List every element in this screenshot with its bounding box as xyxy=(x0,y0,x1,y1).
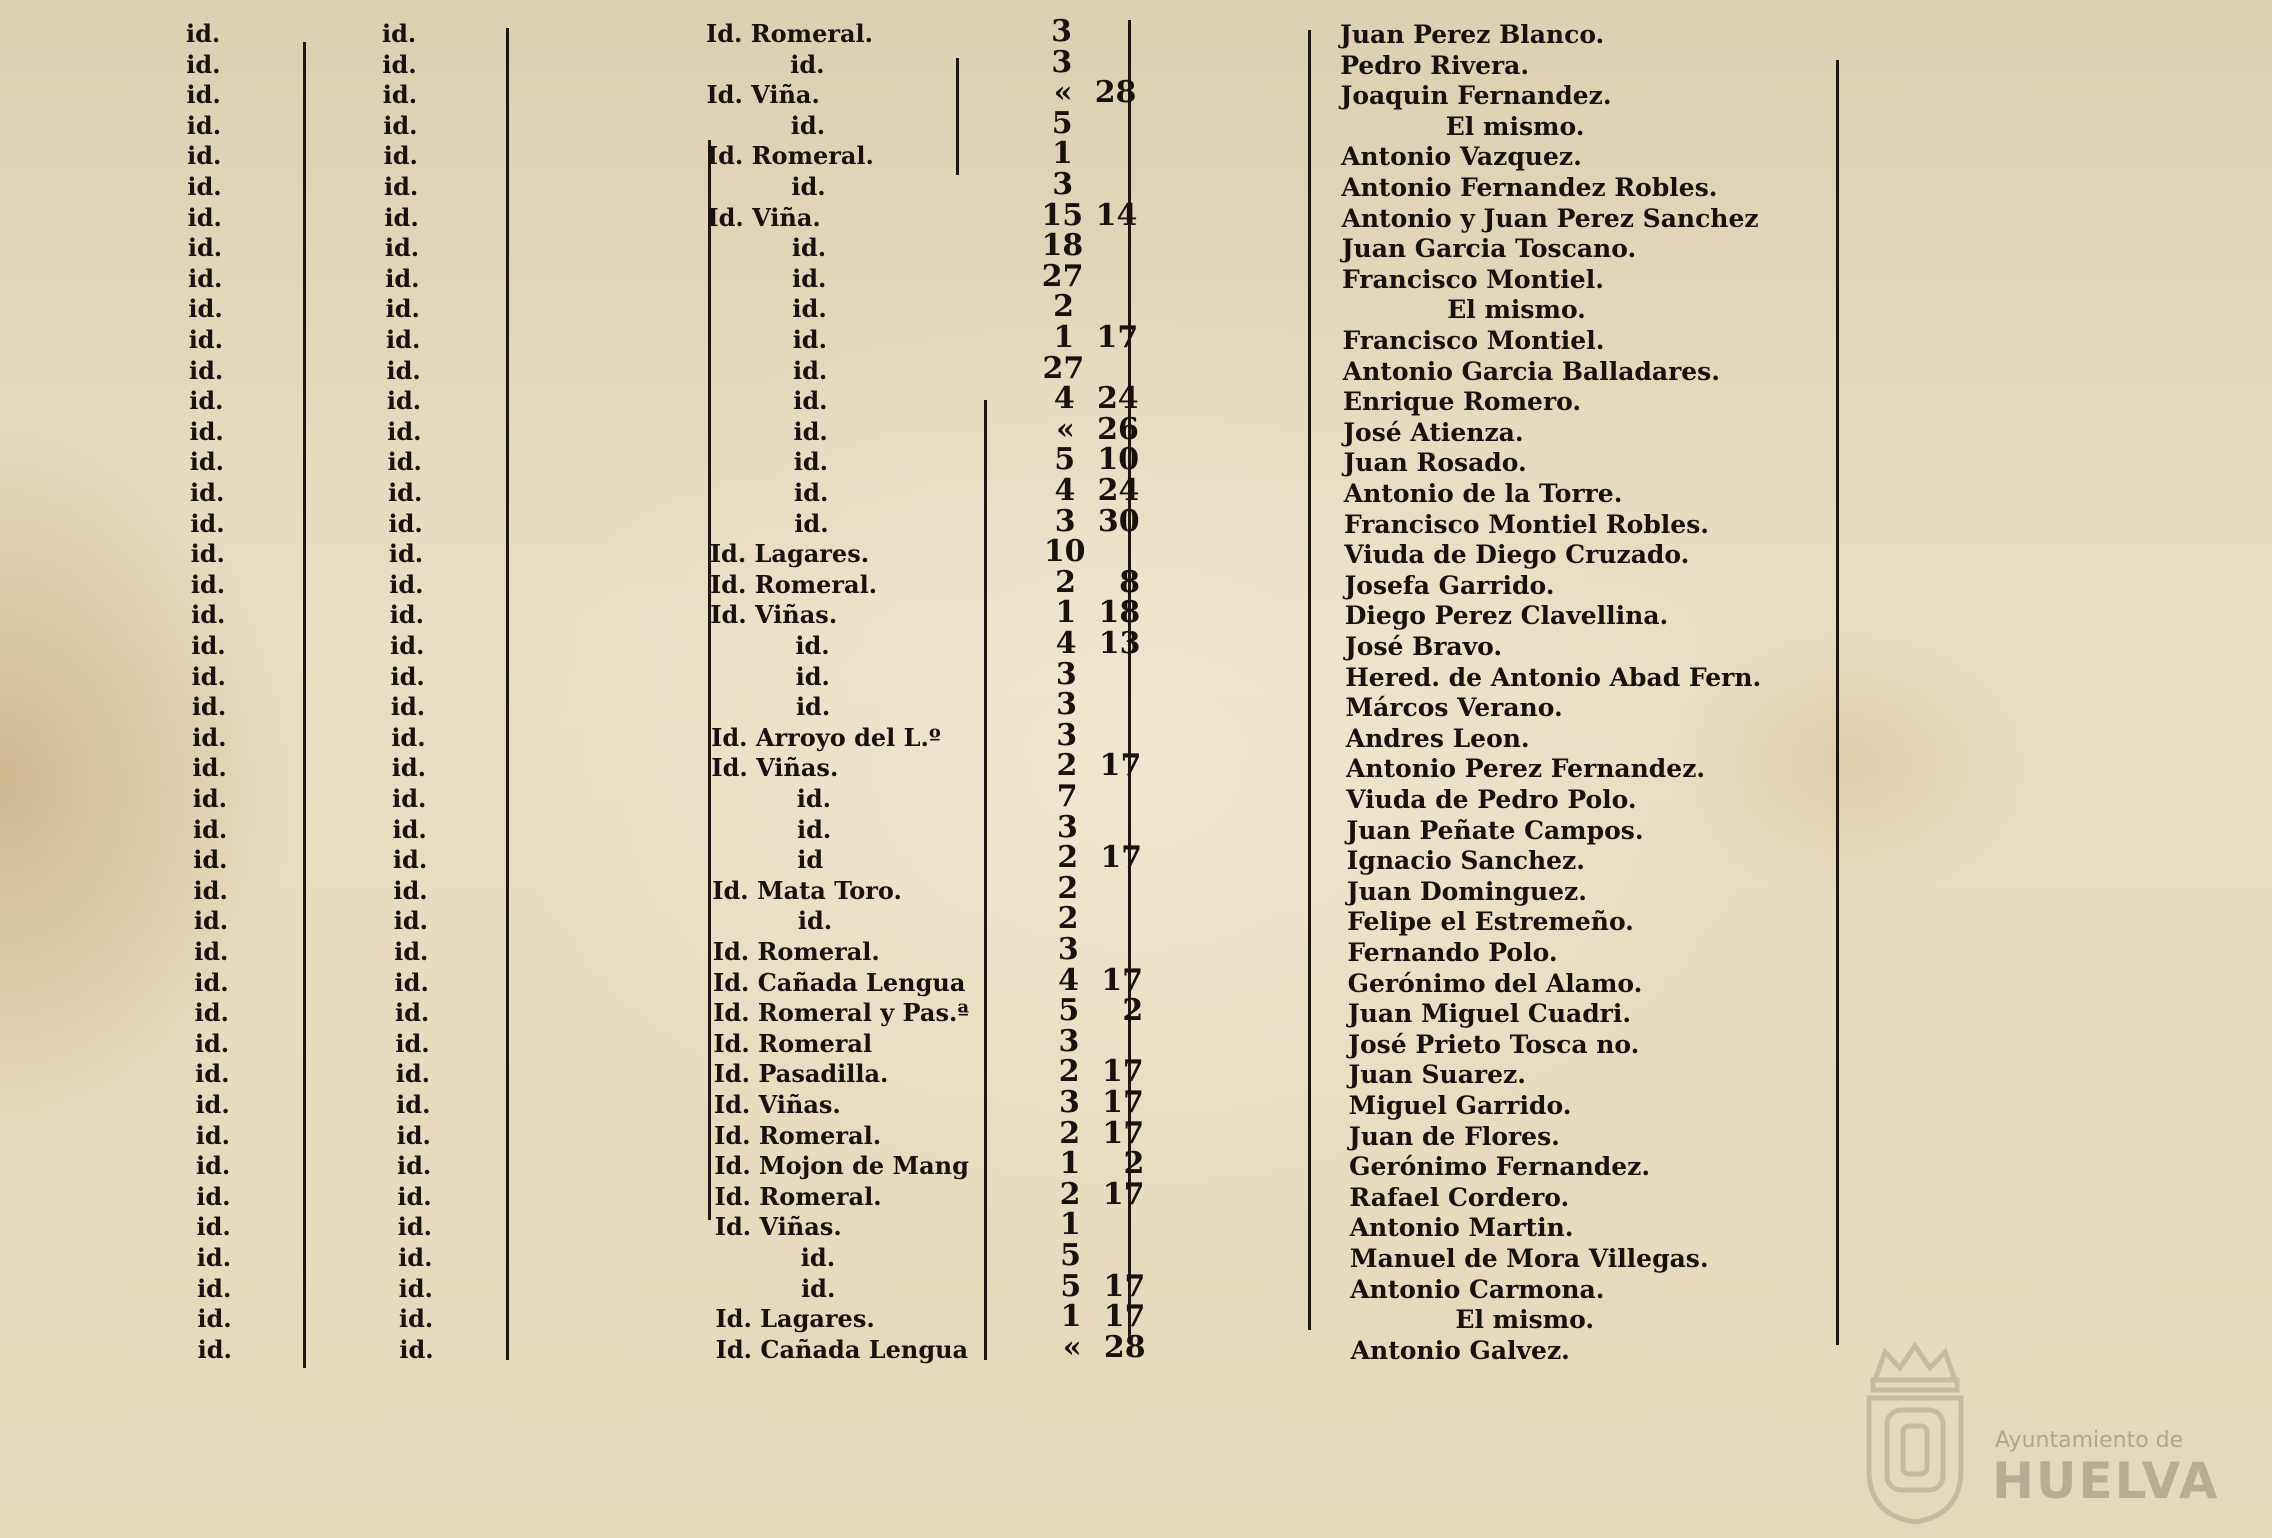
row-col3: id. xyxy=(792,294,827,324)
row-name: El mismo. xyxy=(1447,295,1586,325)
row-col1: id. xyxy=(191,661,226,691)
row-col1: id. xyxy=(197,1273,232,1303)
row-num1: 27 xyxy=(1042,350,1085,386)
row-name: Miguel Garrido. xyxy=(1348,1091,1572,1120)
row-col3: id. xyxy=(794,508,829,538)
row-col3: Id. Lagares. xyxy=(715,1304,875,1334)
row-col1: id. xyxy=(189,386,224,416)
row-name: Hered. de Antonio Abad Fern. xyxy=(1345,662,1762,692)
row-col2: id. xyxy=(390,692,426,722)
row-num2: 17 xyxy=(1101,1054,1144,1090)
row-col3: Id. Viña. xyxy=(706,80,820,110)
row-num1: 5 xyxy=(1060,1238,1081,1273)
row-col3: id. xyxy=(797,814,832,844)
row-col3: Id. Mata Toro. xyxy=(712,875,902,905)
row-col1: id. xyxy=(195,1120,230,1150)
row-name: Pedro Rivera. xyxy=(1340,50,1530,80)
row-col1: id. xyxy=(187,172,222,201)
row-num1: 3 xyxy=(1057,932,1079,967)
row-num2: 2 xyxy=(1123,1146,1145,1182)
row-col1: id. xyxy=(191,631,226,660)
row-num1: 3 xyxy=(1056,809,1078,845)
row-num1: 3 xyxy=(1051,44,1073,80)
row-num1: 3 xyxy=(1052,167,1074,202)
row-col1: id. xyxy=(193,814,228,844)
row-num1: 7 xyxy=(1056,779,1078,814)
row-col3: id. xyxy=(795,661,830,691)
row-col2: id. xyxy=(382,80,418,110)
row-col3: Id. Viñas. xyxy=(714,1212,842,1242)
row-col2: id. xyxy=(384,233,420,263)
row-col1: id. xyxy=(194,1028,230,1058)
row-col3: Id. Romeral y Pas.ª xyxy=(713,998,969,1028)
row-num2: 24 xyxy=(1096,381,1139,417)
row-col2: id. xyxy=(394,967,429,997)
row-col1: id. xyxy=(188,355,224,385)
row-num2: 28 xyxy=(1103,1329,1146,1365)
row-col2: id. xyxy=(396,1120,431,1150)
row-num2: 17 xyxy=(1099,748,1142,784)
row-col3: id. xyxy=(790,49,825,79)
row-col1: id. xyxy=(193,875,228,905)
row-col1: id. xyxy=(186,80,221,110)
row-col2: id. xyxy=(394,937,429,966)
row-num2: 17 xyxy=(1102,1085,1144,1120)
watermark-line2: HUELVA xyxy=(1992,1452,2220,1510)
row-col1: id. xyxy=(186,110,222,140)
row-name: Fernando Polo. xyxy=(1347,938,1558,967)
row-col3: id. xyxy=(795,692,831,722)
row-col3: id. xyxy=(792,263,827,293)
row-col3: id xyxy=(797,845,824,875)
row-num2: 17 xyxy=(1096,320,1139,355)
row-name: Felipe el Estremeño. xyxy=(1347,907,1634,937)
row-col1: id. xyxy=(191,692,227,722)
row-col2: id. xyxy=(391,722,426,752)
row-num2: 24 xyxy=(1097,473,1140,508)
row-num2: 30 xyxy=(1097,503,1140,539)
row-num1: 1 xyxy=(1052,136,1073,172)
row-name: Juan Rosado. xyxy=(1343,448,1527,478)
row-col3: id. xyxy=(792,355,828,385)
row-col3: id. xyxy=(797,906,833,936)
row-name: Antonio Galvez. xyxy=(1350,1335,1570,1365)
row-name: Juan Dominguez. xyxy=(1346,876,1587,906)
row-name: Antonio Martin. xyxy=(1349,1213,1574,1243)
row-name: José Prieto Tosca no. xyxy=(1348,1029,1640,1059)
row-num1: 4 xyxy=(1055,626,1077,661)
row-num1: 4 xyxy=(1058,962,1079,998)
row-col2: id. xyxy=(387,447,422,477)
row-num2: 17 xyxy=(1101,962,1143,998)
row-col1: id. xyxy=(186,19,221,48)
row-num1: 3 xyxy=(1056,717,1078,753)
row-num1: 3 xyxy=(1058,1023,1080,1059)
column-rule xyxy=(708,140,711,1220)
row-name: Viuda de Pedro Polo. xyxy=(1346,785,1637,814)
row-col3: Id. Romeral. xyxy=(714,1181,882,1211)
row-num1: 3 xyxy=(1059,1085,1080,1120)
row-num2: 18 xyxy=(1098,595,1141,631)
row-col3: Id. Viñas. xyxy=(713,1090,841,1119)
row-name: Joaquin Fernandez. xyxy=(1340,81,1612,111)
row-num1: 3 xyxy=(1051,14,1072,49)
row-name: Antonio Garcia Balladares. xyxy=(1342,356,1720,386)
row-col3: Id. Romeral. xyxy=(714,1120,882,1150)
row-num1: « xyxy=(1056,411,1075,447)
row-num1: 18 xyxy=(1041,228,1084,264)
row-name: Antonio Fernandez Robles. xyxy=(1341,173,1718,202)
row-num2: 17 xyxy=(1102,1115,1145,1151)
row-col3: Id. Romeral. xyxy=(712,937,880,966)
row-name: Andres Leon. xyxy=(1345,723,1530,753)
row-name: Francisco Montiel. xyxy=(1341,264,1604,294)
row-num1: 15 xyxy=(1041,197,1084,233)
row-num2: 2 xyxy=(1122,993,1144,1029)
row-col1: id. xyxy=(190,508,225,538)
row-num1: 2 xyxy=(1057,870,1079,906)
row-col1: id. xyxy=(189,447,225,477)
row-col2: id. xyxy=(394,998,430,1028)
row-col3: Id. Arroyo del L.º xyxy=(711,722,941,752)
row-num2: 10 xyxy=(1097,442,1140,478)
row-col3: id. xyxy=(790,110,826,140)
row-num1: 2 xyxy=(1057,840,1079,876)
row-col2: id. xyxy=(396,1090,431,1119)
row-col2: id. xyxy=(387,416,422,446)
row-name: Manuel de Mora Villegas. xyxy=(1349,1244,1709,1273)
row-col3: id. xyxy=(791,233,827,263)
row-num1: 1 xyxy=(1053,320,1075,355)
row-col3: Id. Romeral. xyxy=(706,19,874,48)
row-num1: 3 xyxy=(1056,687,1077,723)
row-name: El mismo. xyxy=(1445,111,1585,141)
row-num1: 2 xyxy=(1055,564,1077,600)
row-name: Antonio Carmona. xyxy=(1350,1274,1605,1304)
row-col2: id. xyxy=(398,1243,433,1272)
row-col1: id. xyxy=(190,569,226,599)
row-num1: 27 xyxy=(1041,258,1084,294)
row-col2: id. xyxy=(392,845,428,875)
row-name: Márcos Verano. xyxy=(1345,693,1563,723)
coat-of-arms-icon xyxy=(1855,1340,1975,1525)
row-name: Francisco Montiel Robles. xyxy=(1343,509,1709,539)
row-col1: id. xyxy=(188,325,223,354)
row-col2: id. xyxy=(386,325,421,354)
row-col1: id. xyxy=(197,1334,232,1364)
row-name: Diego Perez Clavellina. xyxy=(1344,601,1669,631)
row-col2: id. xyxy=(385,263,420,293)
row-col1: id. xyxy=(187,141,222,171)
row-name: Antonio y Juan Perez Sanchez xyxy=(1341,203,1759,233)
row-name: Gerónimo Fernandez. xyxy=(1349,1152,1651,1182)
row-col1: id. xyxy=(196,1181,231,1211)
row-col1: id. xyxy=(187,202,222,232)
column-rule xyxy=(506,28,509,1360)
row-name: Antonio de la Torre. xyxy=(1343,479,1623,508)
row-col1: id. xyxy=(190,478,225,507)
row-num1: 1 xyxy=(1055,595,1077,631)
row-col2: id. xyxy=(388,508,423,538)
row-num1: « xyxy=(1053,75,1073,111)
row-num1: 2 xyxy=(1057,901,1079,937)
row-num1: 3 xyxy=(1055,656,1077,692)
row-num2: 13 xyxy=(1098,626,1141,661)
row-num1: 5 xyxy=(1051,105,1073,141)
row-col2: id. xyxy=(386,386,422,416)
row-col2: id. xyxy=(398,1273,433,1303)
column-rule xyxy=(1308,30,1311,1330)
row-num2: 17 xyxy=(1102,1176,1145,1212)
row-col2: id. xyxy=(384,202,419,232)
row-col1: id. xyxy=(188,263,223,293)
row-col2: id. xyxy=(391,753,426,783)
row-col2: id. xyxy=(383,110,418,140)
row-col3: Id. Viñas. xyxy=(711,753,839,783)
row-name: José Bravo. xyxy=(1344,632,1503,661)
row-col3: Id. Viña. xyxy=(707,202,821,232)
row-num1: « xyxy=(1062,1329,1082,1365)
row-name: Josefa Garrido. xyxy=(1344,570,1555,600)
row-col2: id. xyxy=(382,19,417,48)
row-col2: id. xyxy=(392,784,427,813)
row-col3: id. xyxy=(800,1243,836,1272)
row-name: Juan Peñate Campos. xyxy=(1346,815,1644,845)
row-col2: id. xyxy=(388,539,424,569)
row-num1: 4 xyxy=(1054,473,1076,508)
row-num2: 17 xyxy=(1103,1299,1146,1335)
row-num2: 17 xyxy=(1103,1268,1146,1304)
row-col2: id. xyxy=(399,1304,434,1334)
row-col2: id. xyxy=(386,355,421,385)
row-col3: id. xyxy=(793,386,828,416)
row-col2: id. xyxy=(390,661,425,691)
row-col2: id. xyxy=(390,631,425,660)
row-num2: 26 xyxy=(1097,411,1139,447)
row-col1: id. xyxy=(193,906,229,936)
row-name: Rafael Cordero. xyxy=(1349,1182,1570,1212)
row-col3: Id. Romeral xyxy=(713,1028,873,1058)
column-rule xyxy=(303,42,306,1368)
row-name: El mismo. xyxy=(1455,1305,1595,1335)
row-num1: 5 xyxy=(1058,993,1080,1029)
row-num2: 28 xyxy=(1094,75,1137,111)
row-col3: id. xyxy=(791,172,826,201)
row-col1: id. xyxy=(196,1243,232,1272)
row-num1: 2 xyxy=(1059,1115,1081,1151)
row-col3: Id. Mojon de Mang xyxy=(714,1151,969,1181)
column-rule xyxy=(956,58,959,175)
row-num1: 2 xyxy=(1053,289,1075,325)
row-col2: id. xyxy=(393,875,428,905)
row-col1: id. xyxy=(193,845,228,875)
row-name: Gerónimo del Alamo. xyxy=(1347,968,1643,998)
row-num1: 4 xyxy=(1053,381,1075,417)
row-col3: id. xyxy=(794,478,829,507)
row-col3: Id. Lagares. xyxy=(709,539,870,569)
row-num1: 5 xyxy=(1060,1268,1082,1304)
row-num2: 8 xyxy=(1119,564,1141,600)
row-col1: id. xyxy=(196,1212,231,1242)
row-col1: id. xyxy=(192,784,228,813)
row-num1: 5 xyxy=(1054,442,1076,478)
row-col3: Id. Viñas. xyxy=(710,600,838,630)
row-name: Juan Perez Blanco. xyxy=(1340,20,1605,49)
row-col3: id. xyxy=(801,1273,836,1303)
row-col2: id. xyxy=(385,294,420,324)
row-col1: id. xyxy=(192,722,227,752)
row-num2: 17 xyxy=(1100,840,1143,876)
row-num1: 10 xyxy=(1043,534,1086,570)
row-num2: 14 xyxy=(1095,197,1138,233)
row-col3: Id. Romeral. xyxy=(706,141,874,171)
row-col2: id. xyxy=(382,49,417,79)
row-num1: 1 xyxy=(1059,1207,1081,1243)
row-col3: Id. Pasadilla. xyxy=(713,1059,889,1089)
row-name: Antonio Vazquez. xyxy=(1340,142,1582,172)
column-rule xyxy=(984,400,987,1360)
row-col1: id. xyxy=(188,294,223,324)
row-name: Francisco Montiel. xyxy=(1342,326,1605,355)
row-name: José Atienza. xyxy=(1343,417,1524,447)
row-col2: id. xyxy=(389,600,424,630)
row-col2: id. xyxy=(392,814,427,844)
row-name: Enrique Romero. xyxy=(1342,387,1582,417)
row-col1: id. xyxy=(194,998,229,1028)
watermark-line1: Ayuntamiento de xyxy=(1995,1428,2184,1453)
row-col3: Id. Cañada Lengua xyxy=(712,967,966,997)
row-col2: id. xyxy=(397,1212,433,1242)
row-col1: id. xyxy=(197,1304,232,1334)
row-col2: id. xyxy=(388,478,423,507)
row-name: Ignacio Sanchez. xyxy=(1346,846,1585,876)
row-col2: id. xyxy=(396,1151,432,1181)
row-col3: Id. Romeral. xyxy=(710,569,878,599)
row-name: Juan Miguel Cuadri. xyxy=(1347,999,1632,1029)
row-col1: id. xyxy=(189,416,224,446)
row-num1: 2 xyxy=(1056,748,1078,784)
row-col1: id. xyxy=(187,233,223,263)
row-num1: 2 xyxy=(1058,1054,1080,1090)
row-col1: id. xyxy=(186,49,221,79)
row-col1: id. xyxy=(192,753,227,783)
row-col1: id. xyxy=(190,539,225,569)
row-col2: id. xyxy=(397,1181,432,1211)
row-col3: id. xyxy=(793,447,829,477)
row-col2: id. xyxy=(395,1028,430,1058)
row-col2: id. xyxy=(389,569,424,599)
row-col1: id. xyxy=(195,1059,230,1089)
row-col3: id. xyxy=(796,784,832,813)
row-num1: 1 xyxy=(1060,1299,1082,1335)
row-col1: id. xyxy=(191,600,226,630)
row-num1: 2 xyxy=(1059,1176,1081,1212)
row-name: Juan de Flores. xyxy=(1348,1121,1560,1151)
row-col2: id. xyxy=(395,1059,431,1089)
row-col1: id. xyxy=(195,1090,230,1119)
row-col1: id. xyxy=(194,937,229,966)
column-rule xyxy=(1836,60,1839,1345)
row-col2: id. xyxy=(399,1334,434,1364)
row-name: Juan Garcia Toscano. xyxy=(1341,234,1637,264)
row-col1: id. xyxy=(194,967,229,997)
row-name: Viuda de Diego Cruzado. xyxy=(1344,540,1690,570)
row-col3: id. xyxy=(793,416,828,446)
row-col2: id. xyxy=(383,141,418,171)
row-col1: id. xyxy=(195,1151,231,1181)
row-col3: id. xyxy=(792,325,827,354)
row-name: Juan Suarez. xyxy=(1348,1060,1526,1090)
row-col2: id. xyxy=(393,906,428,936)
row-col3: Id. Cañada Lengua xyxy=(715,1334,969,1364)
row-col3: id. xyxy=(795,631,830,660)
row-col2: id. xyxy=(384,172,419,201)
row-num1: 1 xyxy=(1059,1146,1081,1182)
row-name: Antonio Perez Fernandez. xyxy=(1345,754,1706,784)
row-num1: 3 xyxy=(1054,503,1076,539)
